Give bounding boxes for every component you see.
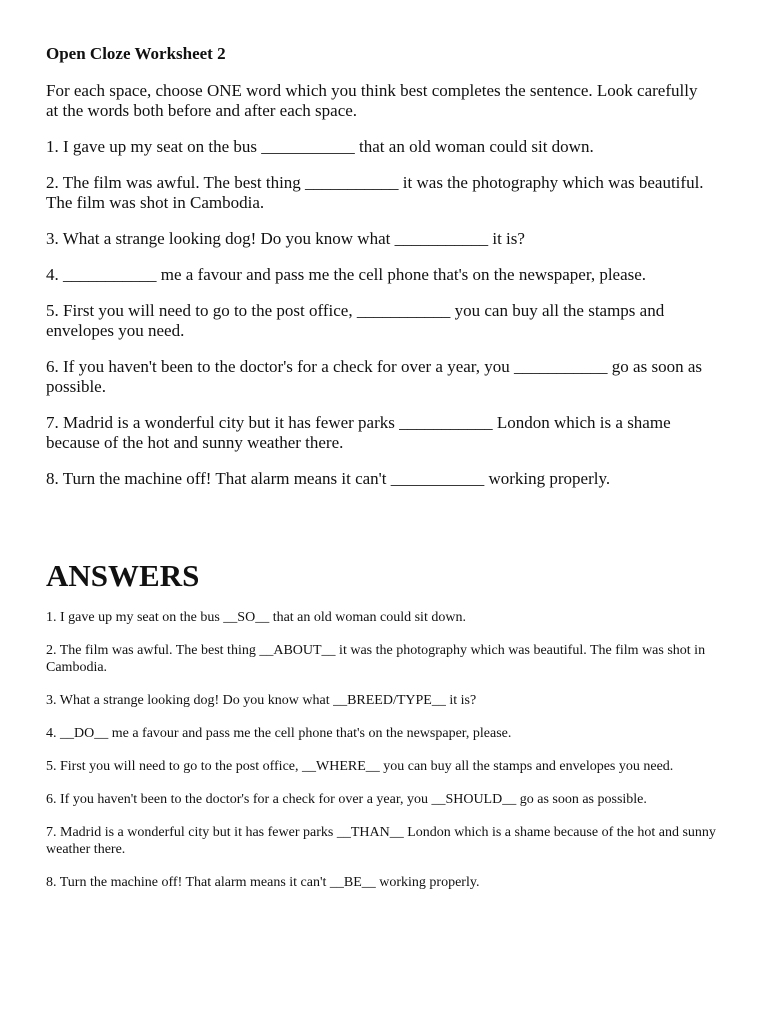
question-item: 7. Madrid is a wonderful city but it has fewer parks ___________ London which is a shame because of the hot and sunny weather there. (46, 413, 671, 452)
question-item: 6. If you haven't been to the doctor's for a check for over a year, you ___________ go as soon as possible. (46, 357, 702, 396)
answer-list (46, 609, 726, 907)
question-item: 5. First you will need to go to the post office, ___________ you can buy all the stamps and envelopes you need. (46, 301, 665, 340)
answer-item: 7. Madrid is a wonderful city but it has fewer parks __THAN__ London which is a shame because of the hot and sunny weather there. (46, 825, 716, 857)
question-list (46, 137, 721, 505)
answer-item: 4. __DO__ me a favour and pass me the cell phone that's on the newspaper, please. (46, 726, 512, 741)
question-item: 4. ___________ me a favour and pass me the cell phone that's on the newspaper, please. (46, 265, 647, 284)
answer-item: 5. First you will need to go to the post office, __WHERE__ you can buy all the stamps and envelopes you need. (46, 759, 674, 774)
answer-item: 6. If you haven't been to the doctor's for a check for over a year, you __SHOULD__ go as soon as possible. (46, 792, 647, 807)
answer-item: 3. What a strange looking dog! Do you know what __BREED/TYPE__ it is? (46, 693, 477, 708)
question-item: 1. I gave up my seat on the bus ___________ that an old woman could sit down. (46, 137, 594, 156)
question-item: 2. The film was awful. The best thing ___________ it was the photography which was beautiful. The film was shot in Cambodia. (46, 173, 704, 212)
instructions-paragraph: For each space, choose ONE word which you think best completes the sentence. Look carefully at the words both before and after each space. (46, 81, 698, 120)
worksheet-title: Open Cloze Worksheet 2 (46, 44, 226, 63)
answer-item: 1. I gave up my seat on the bus __SO__ that an old woman could sit down. (46, 610, 466, 625)
answers-heading: ANSWERS (46, 558, 200, 593)
question-item: 8. Turn the machine off! That alarm means it can't ___________ working properly. (46, 469, 611, 488)
question-item: 3. What a strange looking dog! Do you know what ___________ it is? (46, 229, 525, 248)
answer-item: 8. Turn the machine off! That alarm means it can't __BE__ working properly. (46, 875, 480, 890)
answer-item: 2. The film was awful. The best thing __ABOUT__ it was the photography which was beautiful. The film was shot in Cambodia. (46, 643, 706, 675)
